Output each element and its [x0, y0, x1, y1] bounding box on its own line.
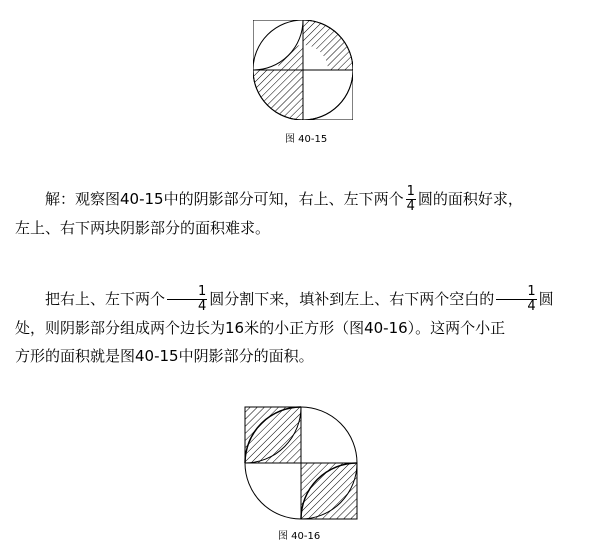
method-line3: 方形的面积就是图40-15中阴影部分的面积。 [15, 347, 314, 365]
method-line1-b: 圆分割下来，填补到左上、右下两个空白的 [209, 290, 495, 308]
method-line1-c: 圆 [538, 290, 554, 308]
figure-40-16 [244, 406, 358, 520]
figure-40-15-caption: 图 40-15 [285, 134, 328, 145]
fraction: $\frac{1}{4}$ [496, 285, 536, 314]
solution-paragraph [15, 185, 610, 242]
solution-line1-a: 观察图40-15中的阴影部分可知，右上、左下两个 [75, 190, 404, 208]
method-paragraph [15, 285, 610, 370]
method-line2: 处，则阴影部分组成两个边长为16米的小正方形（图40-16）。这两个小正 [15, 319, 506, 337]
solution-line1-b: 圆的面积好求， [417, 190, 523, 208]
fraction: $\frac{1}{4}$ [406, 184, 415, 214]
solution-label: 解： [45, 190, 76, 208]
method-line1-a: 把右上、左下两个 [45, 290, 166, 308]
figure-40-16-caption: 图 40-16 [278, 531, 321, 542]
solution-line2: 左上、右下两块阴影部分的面积难求。 [15, 219, 271, 237]
fraction: $\frac{1}{4}$ [167, 285, 207, 314]
figure-40-15 [253, 20, 353, 120]
